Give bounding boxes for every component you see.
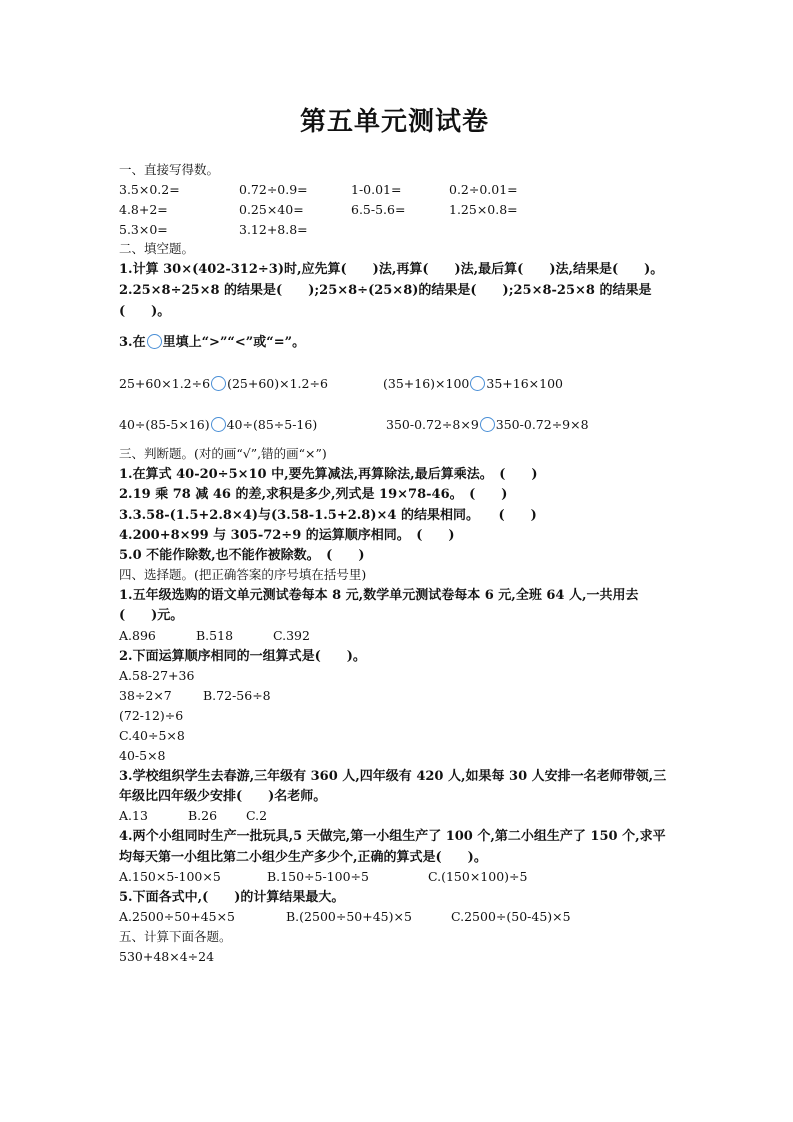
judge-item: 3.3.58-(1.5+2.8×4)与(3.58-1.5+2.8)×4 的结果相同。 ( ) (119, 508, 537, 523)
choice-question-1: 1.五年级选购的语文单元测试卷每本 8 元,数学单元测试卷每本 6 元,全班 64 人,一共用去 (119, 588, 639, 603)
choice-question-3: 3.学校组织学生去春游,三年级有 360 人,四年级有 420 人,如果每 30 人安排一名老师带领,三 (119, 769, 667, 784)
choice-option: B.150÷5-100÷5 (267, 869, 369, 884)
compare-left: 350-0.72÷8×9 (386, 417, 479, 432)
choice-option: B.(2500÷50+45)×5 (286, 909, 412, 924)
choice-question-4: 4.两个小组同时生产一批玩具,5 天做完,第一小组生产了 100 个,第二小组生产了 150 个,求平 (119, 829, 666, 844)
choice-option: C.40÷5×8 (119, 728, 185, 743)
choice-option: C.(150×100)÷5 (428, 869, 528, 884)
compare-right: 40÷(85÷5-16) (226, 417, 318, 432)
calc-item: 4.8+2= (119, 202, 168, 217)
choice-option: C.2500÷(50-45)×5 (451, 909, 571, 924)
compare-left: 40÷(85-5×16) (119, 417, 210, 432)
section-2-heading: 二、填空题。 (119, 241, 195, 256)
calc-item: 5.3×0= (119, 222, 168, 237)
compare-left: (35+16)×100 (383, 376, 470, 391)
choice-option: A.58-27+36 (119, 668, 195, 683)
compare-item (119, 417, 317, 432)
choice-question-1-cont: ( )元。 (119, 608, 184, 623)
choice-option: A.150×5-100×5 (119, 869, 221, 884)
calc-item: 0.72÷0.9= (239, 182, 308, 197)
compare-right: (25+60)×1.2÷6 (227, 376, 328, 391)
judge-item: 5.0 不能作除数,也不能作被除数。 ( ) (119, 548, 365, 563)
calc-item: 3.5×0.2= (119, 182, 180, 197)
calc-item: 1.25×0.8= (449, 202, 518, 217)
choice-option: B.518 (196, 628, 234, 643)
fill-question-1: 1.计算 30×(402-312÷3)时,应先算( )法,再算( )法,最后算( )法,结果是( )。 (119, 262, 664, 277)
calc-item: 0.25×40= (239, 202, 304, 217)
calc-item: 1-0.01= (351, 182, 402, 197)
choice-option: 38÷2×7 (119, 688, 172, 703)
judge-item: 4.200+8×99 与 305-72÷9 的运算顺序相同。 ( ) (119, 528, 455, 543)
choice-option: A.2500÷50+45×5 (119, 909, 235, 924)
choice-option: B.26 (188, 808, 218, 823)
compare-right: 350-0.72÷9×8 (495, 417, 589, 432)
q3-suffix: 里填上“>”“<”或“=”。 (162, 335, 306, 350)
compare-left: 25+60×1.2÷6 (119, 376, 211, 391)
page-title: 第五单元测试卷 (300, 107, 490, 137)
calc-item: 0.2÷0.01= (449, 182, 518, 197)
section-5-heading: 五、计算下面各题。 (119, 929, 232, 944)
compare-circle-icon[interactable] (211, 417, 226, 432)
fill-question-3 (119, 334, 305, 349)
section-3-heading: 三、判断题。(对的画“√”,错的画“×”) (119, 446, 327, 461)
choice-option: C.392 (273, 628, 310, 643)
compare-circle-icon[interactable] (211, 376, 226, 391)
calc-item: 3.12+8.8= (239, 222, 308, 237)
compare-circle-icon[interactable] (480, 417, 495, 432)
choice-option: (72-12)÷6 (119, 708, 184, 723)
choice-question-5: 5.下面各式中,( )的计算结果最大。 (119, 890, 345, 905)
fill-question-2: 2.25×8÷25×8 的结果是( );25×8÷(25×8)的结果是( );25×8-25×8 的结果是 (119, 283, 652, 298)
section-1-heading: 一、直接写得数。 (119, 162, 220, 177)
calc-item: 6.5-5.6= (351, 202, 406, 217)
choice-option: B.72-56÷8 (203, 688, 271, 703)
choice-option: A.896 (119, 628, 156, 643)
section-4-heading: 四、选择题。(把正确答案的序号填在括号里) (119, 567, 367, 582)
compare-circle-icon (147, 334, 162, 349)
choice-option: C.2 (246, 808, 268, 823)
calc-item: 530+48×4÷24 (119, 949, 215, 964)
compare-item (386, 417, 589, 432)
fill-question-2-cont: ( )。 (119, 304, 171, 319)
choice-option: 40-5×8 (119, 748, 166, 763)
judge-item: 2.19 乘 78 减 46 的差,求积是多少,列式是 19×78-46。 ( ) (119, 487, 508, 502)
choice-question-3-cont: 年级比四年级少安排( )名老师。 (119, 789, 327, 804)
choice-question-2: 2.下面运算顺序相同的一组算式是( )。 (119, 649, 366, 664)
compare-right: 35+16×100 (486, 376, 563, 391)
compare-circle-icon[interactable] (470, 376, 485, 391)
q3-prefix: 3.在 (119, 335, 146, 350)
choice-option: A.13 (119, 808, 148, 823)
choice-question-4-cont: 均每天第一小组比第二小组少生产多少个,正确的算式是( )。 (119, 850, 487, 865)
compare-item (383, 376, 563, 391)
judge-item: 1.在算式 40-20÷5×10 中,要先算减法,再算除法,最后算乘法。 ( ) (119, 467, 538, 482)
compare-item (119, 376, 328, 391)
